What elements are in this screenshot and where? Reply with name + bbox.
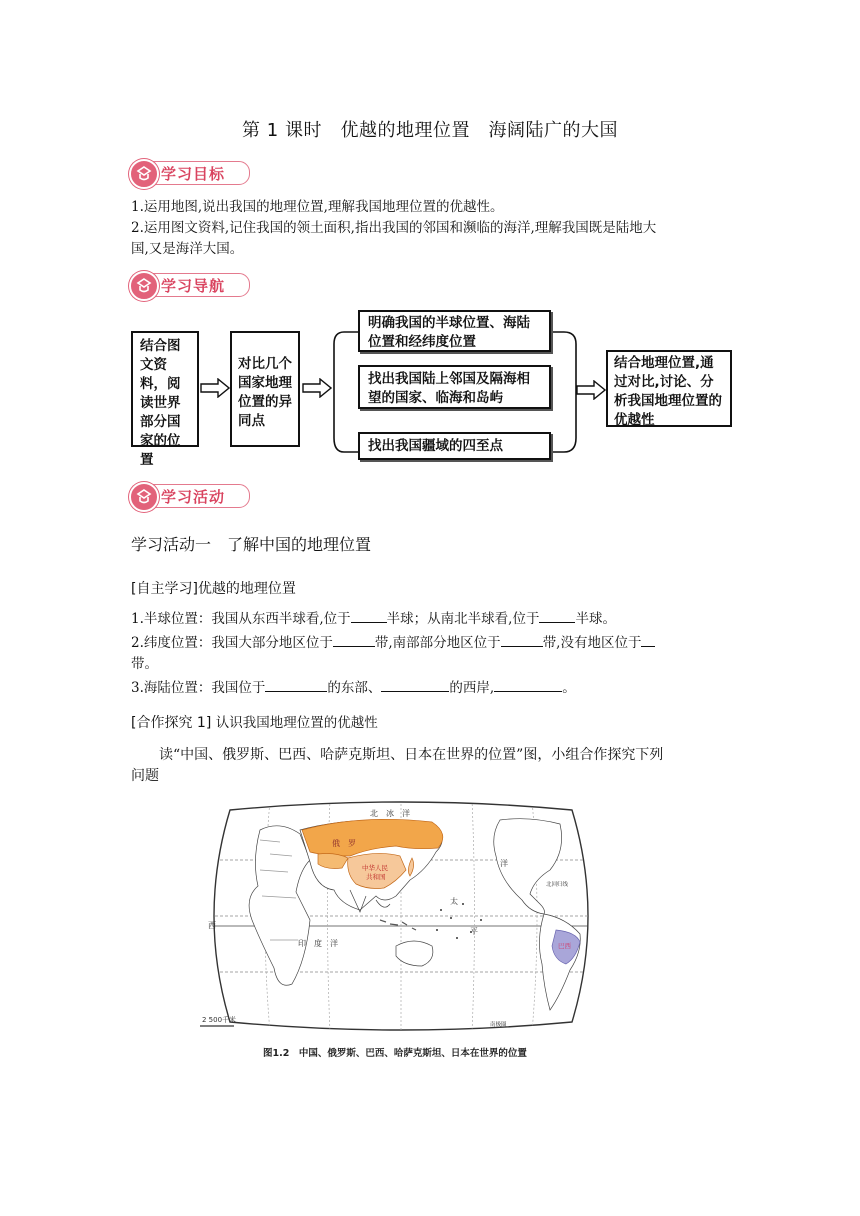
q2-text-a: 2.纬度位置：我国大部分地区位于 — [131, 635, 333, 651]
badge-icon — [129, 159, 159, 189]
q1-text-a: 1.半球位置：我国从东西半球看,位于 — [131, 611, 351, 627]
blank-field[interactable] — [333, 632, 375, 647]
reading-line-2: 问题 — [131, 768, 159, 784]
map-caption: 图1.2 中国、俄罗斯、巴西、哈萨克斯坦、日本在世界的位置 — [263, 1048, 527, 1059]
flow-branch-2: 找出我国陆上邻国及隔海相望的国家、临海和岛屿 — [358, 365, 551, 409]
map-label-pacific-2: 平 — [470, 927, 478, 936]
reading-instruction — [131, 745, 741, 787]
objective-2: 2.运用图文资料,记住我国的领土面积,指出我国的邻国和濒临的海洋,理解我国既是陆地大 — [131, 220, 657, 236]
q3-text-b: 的东部、 — [327, 680, 382, 696]
page-title: 第 1 课时 优越的地理位置 海阔陆广的大国 — [242, 120, 618, 141]
objective-2-cont: 国,又是海洋大国。 — [131, 241, 244, 257]
arrow-icon — [200, 378, 230, 398]
objective-1: 1.运用地图,说出我国的地理位置,理解我国地理位置的优越性。 — [131, 199, 504, 215]
q3-text-c: 的西岸, — [449, 680, 495, 696]
navigation-label: 学习导航 — [161, 277, 226, 295]
map-label-pacific-1: 太 — [450, 897, 458, 906]
q1-text-b: 半球；从南北半球看,位于 — [386, 611, 540, 627]
map-label-tropic: 北回归线 — [546, 882, 569, 888]
q3-text-a: 3.海陆位置：我国位于 — [131, 680, 266, 696]
q3-text-d: 。 — [562, 680, 576, 696]
blank-field[interactable] — [641, 632, 655, 647]
question-1 — [131, 608, 741, 630]
blank-field[interactable] — [494, 677, 562, 692]
map-label-pacific-3: 洋 — [500, 859, 508, 868]
map-label-china-2: 共和国 — [366, 873, 386, 881]
world-map — [200, 800, 602, 1032]
flow-branch-3: 找出我国疆域的四至点 — [358, 432, 551, 460]
arrow-icon — [302, 378, 332, 398]
section-badge-navigation — [130, 273, 250, 297]
blank-field[interactable] — [501, 632, 543, 647]
blank-field[interactable] — [539, 608, 575, 623]
flow-box-2: 对比几个国家地理位置的异同点 — [230, 331, 300, 447]
self-study-heading: [自主学习]优越的地理位置 — [131, 581, 296, 597]
activity-label: 学习活动 — [161, 488, 226, 506]
map-label-west: 西 — [208, 921, 216, 930]
q1-text-c: 半球。 — [575, 611, 616, 627]
section-badge-objectives — [130, 161, 250, 185]
blank-field[interactable] — [381, 677, 449, 692]
map-label-antarctic: 南极圈 — [490, 1022, 507, 1028]
section-badge-activity — [130, 484, 250, 508]
map-label-russia: 俄 罗 — [332, 839, 356, 848]
map-label-indian: 印 度 洋 — [298, 939, 338, 948]
q2-text-d: 带。 — [131, 656, 158, 672]
question-2 — [131, 632, 741, 675]
flow-box-1: 结合图文资料，阅读世界部分国家的位置 — [131, 331, 199, 447]
blank-field[interactable] — [351, 608, 387, 623]
q2-text-c: 带,没有地区位于 — [542, 635, 642, 651]
blank-field[interactable] — [265, 677, 327, 692]
badge-icon — [129, 482, 159, 512]
flow-branch-1: 明确我国的半球位置、海陆位置和经纬度位置 — [358, 310, 551, 352]
world-map-svg — [200, 800, 602, 1032]
coop-heading — [131, 712, 378, 734]
reading-line-1: 读“中国、俄罗斯、巴西、哈萨克斯坦、日本在世界的位置”图，小组合作探究下列 — [159, 747, 664, 763]
coop-title: 认识我国地理位置的优越性 — [215, 715, 378, 731]
objectives-label: 学习目标 — [161, 165, 226, 183]
flow-box-4: 结合地理位置,通过对比,讨论、分析我国地理位置的优越性 — [606, 350, 732, 427]
objectives-list — [131, 197, 741, 260]
q2-text-b: 带,南部部分地区位于 — [374, 635, 501, 651]
map-label-arctic: 北 冰 洋 — [370, 809, 410, 818]
badge-icon — [129, 271, 159, 301]
map-label-china: 中华人民 — [362, 864, 388, 872]
arrow-icon — [576, 380, 606, 400]
activity-heading: 学习活动一 了解中国的地理位置 — [131, 535, 372, 554]
map-label-brazil: 巴西 — [558, 942, 571, 950]
coop-label: [合作探究 1] — [131, 715, 212, 731]
question-3 — [131, 677, 741, 699]
map-scale-label: 2 500千米 — [202, 1016, 237, 1024]
